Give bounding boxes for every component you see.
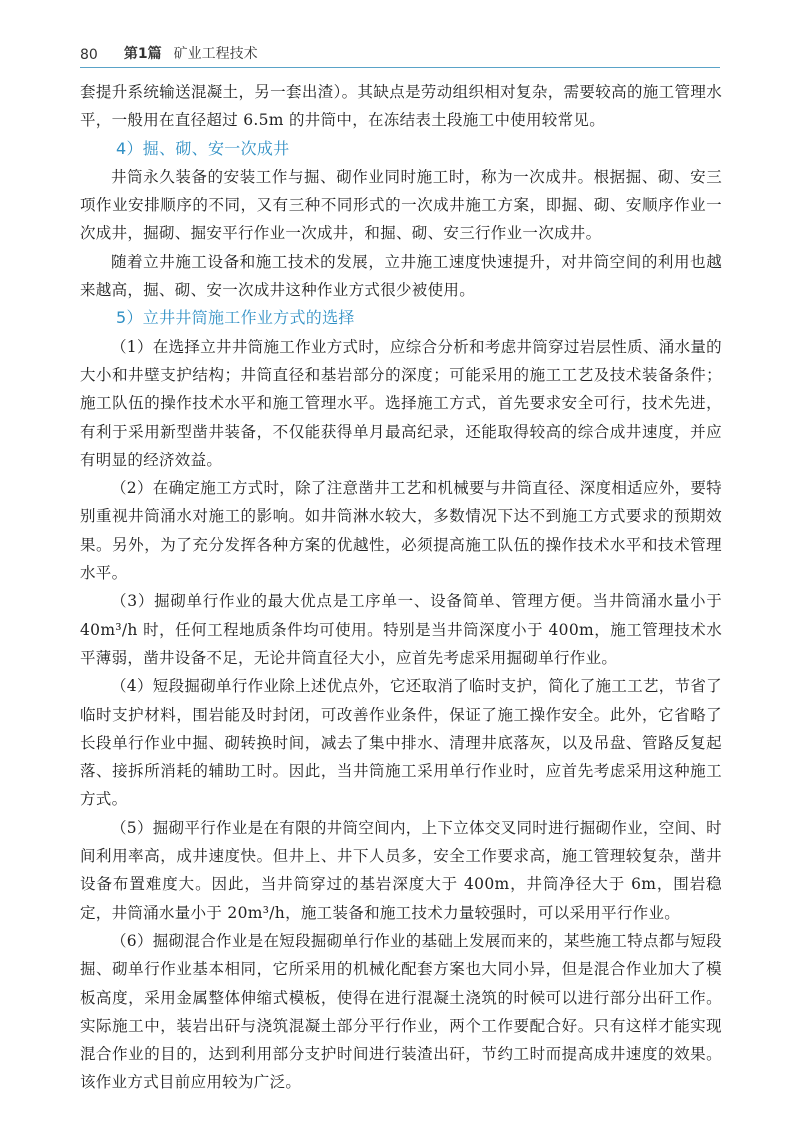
paragraph-continued: 套提升系统输送混凝土，另一套出渣）。其缺点是劳动组织相对复杂，需要较高的施工管理水平，一般用在直径超过 6.5m 的井筒中，在冻结表土段施工中使用较常见。 <box>80 83 722 130</box>
part-title: 矿业工程技术 <box>173 46 258 62</box>
page-number: 80 <box>80 47 98 63</box>
paragraph-item-1: （1）在选择立井井筒施工作业方式时，应综合分析和考虑井筒穿过岩层性质、涌水量的大小和井壁支护结构；井筒直径和基岩部分的深度；可能采用的施工工艺及技术装备条件；施工队伍的操作技术水平和施工管理水平。选择施工方式，首先要求安全可行，技术先进，有利于采用新型凿井装备，不仅能获得单月最高纪录，还能取得较高的综合成井速度，并应有明显的经济效益。 <box>80 337 722 469</box>
paragraph-development: 随着立井施工设备和施工技术的发展，立井施工速度快速提升，对井筒空间的利用也越来越高，掘、砌、安一次成井这种作业方式很少被使用。 <box>80 252 722 300</box>
part-label: 第1篇 <box>123 46 162 62</box>
section-heading-4: 4）掘、砌、安一次成井 <box>116 138 290 158</box>
paragraph-item-5: （5）掘砌平行作业是在有限的井筒空间内，上下立体交叉同时进行掘砌作业，空间、时间利用率高，成井速度快。但井上、井下人员多，安全工作要求高，施工管理较复杂，凿井设备布置难度大。因此，当井筒穿过的基岩深度大于 400m，井筒净径大于 6m，围岩稳定，井筒涌水量小于 20m³/h，施工装备和施工技术力量较强时，可以采用平行作业。 <box>80 818 722 922</box>
page-header <box>80 40 720 68</box>
page-body <box>80 78 722 1097</box>
section-heading-5: 5）立井井筒施工作业方式的选择 <box>116 308 355 328</box>
paragraph-item-3: （3）掘砌单行作业的最大优点是工序单一、设备简单、管理方便。当井筒涌水量小于 40m³/h 时，任何工程地质条件均可使用。特别是当井筒深度小于 400m，施工管理技术水平薄弱，凿井设备不足，无论井筒直径大小，应首先考虑采用掘砌单行作业。 <box>80 592 722 667</box>
paragraph-item-2: （2）在确定施工方式时，除了注意凿井工艺和机械要与井筒直径、深度相适应外，要特别重视井筒涌水对施工的影响。如井筒淋水较大，多数情况下达不到施工方式要求的预期效果。另外，为了充分发挥各种方案的优越性，必须提高施工队伍的操作技术水平和技术管理水平。 <box>80 479 722 583</box>
paragraph-item-6: （6）掘砌混合作业是在短段掘砌单行作业的基础上发展而来的，某些施工特点都与短段掘、砌单行作业基本相同，它所采用的机械化配套方案也大同小异，但是混合作业加大了模板高度，采用金属整体伸缩式模板，使得在进行混凝土浇筑的时候可以进行部分出矸工作。实际施工中，装岩出矸与浇筑混凝土部分平行作业，两个工作要配合好。只有这样才能实现混合作业的目的，达到利用部分支护时间进行装渣出矸，节约工时而提高成井速度的效果。该作业方式目前应用较为广泛。 <box>80 931 722 1092</box>
paragraph-item-4: （4）短段掘砌单行作业除上述优点外，它还取消了临时支护，简化了施工工艺，节省了临时支护材料，围岩能及时封闭，可改善作业条件，保证了施工操作安全。此外，它省略了长段单行作业中掘、砌转换时间，减去了集中排水、清理井底落灰，以及吊盘、管路反复起落、接拆所消耗的辅助工时。因此，当井筒施工采用单行作业时，应首先考虑采用这种施工方式。 <box>80 677 722 809</box>
paragraph-one-time-shaft: 井筒永久装备的安装工作与掘、砌作业同时施工时，称为一次成井。根据掘、砌、安三项作业安排顺序的不同，又有三种不同形式的一次成井施工方案，即掘、砌、安顺序作业一次成井，掘砌、掘安平行作业一次成井，和掘、砌、安三行作业一次成井。 <box>80 167 722 243</box>
